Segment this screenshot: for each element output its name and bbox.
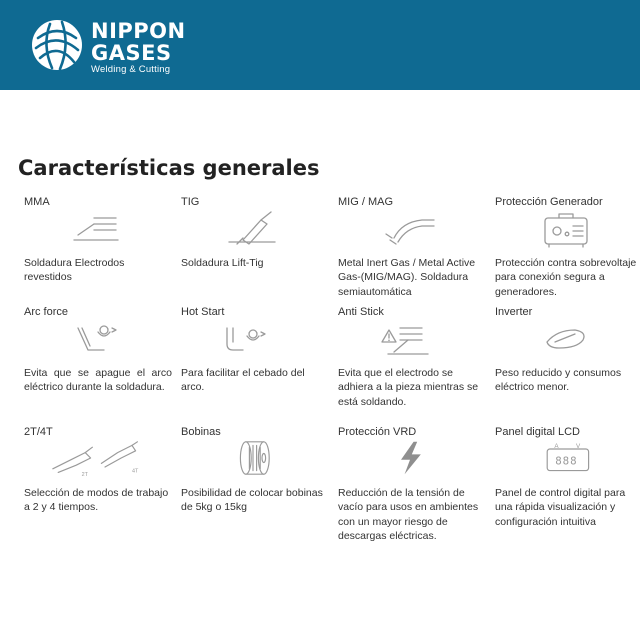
feature-description: Soldadura Lift-Tig (181, 257, 264, 269)
feature-mma (20, 196, 170, 314)
feature-proteccion-vrd (334, 426, 484, 544)
feature-description: Posibilidad de colocar bobinas de 5kg o 15kg (181, 487, 323, 514)
feature-bobinas (177, 426, 327, 544)
feature-description: Reducción de la tensión de vacío para usos en ambientes con un mayor riesgo de descargas eléctricas. (338, 487, 479, 542)
hot-start-icon (221, 320, 285, 356)
feature-mig-mag (334, 196, 484, 314)
feature-name: Anti Stick (338, 306, 384, 318)
section-title: Características generales (18, 156, 320, 180)
feature-name: MMA (24, 196, 50, 208)
feature-description: Panel de control digital para una rápida visualización y configuración intuitiva (495, 487, 626, 528)
feature-description: Protección contra sobrevoltaje para conexión segura a generadores. (495, 257, 637, 298)
tig-torch-icon (221, 210, 285, 246)
lcd-v-label: V (576, 443, 581, 451)
feature-anti-stick (334, 306, 484, 424)
feature-name: Protección Generador (495, 196, 603, 208)
trigger-2t-label: 2T (81, 472, 88, 478)
lcd-digits: 888 (555, 454, 578, 468)
inverter-icon (535, 320, 599, 356)
feature-name: 2T/4T (24, 426, 53, 438)
feature-description: Peso reducido y consumos eléctrico menor. (495, 367, 622, 394)
lcd-a-label: A (554, 443, 559, 451)
header-banner (0, 0, 640, 90)
feature-tig (177, 196, 327, 314)
mig-torch-icon (378, 210, 442, 246)
brand-name-line2: GASES (91, 41, 172, 65)
feature-panel-lcd (491, 426, 640, 544)
feature-name: Hot Start (181, 306, 225, 318)
trigger-4t-label: 4T (132, 468, 139, 475)
feature-description: Metal Inert Gas / Metal Active Gas-(MIG/MAG). Soldadura semiautomática (338, 257, 476, 298)
feature-name: TIG (181, 196, 200, 208)
arc-force-icon (64, 320, 128, 356)
anti-stick-icon (378, 320, 442, 356)
feature-2t-4t (20, 426, 170, 544)
feature-name: MIG / MAG (338, 196, 393, 208)
trigger-mode-icon (44, 440, 148, 476)
feature-hot-start (177, 306, 327, 424)
feature-arc-force (20, 306, 170, 424)
feature-name: Bobinas (181, 426, 221, 438)
wire-spool-icon (221, 440, 285, 476)
lightning-icon (378, 440, 442, 476)
feature-description: Selección de modos de trabajo a 2 y 4 tiempos. (24, 487, 169, 514)
feature-proteccion-generador (491, 196, 640, 314)
nippon-gases-logo-icon (30, 18, 84, 72)
feature-inverter (491, 306, 640, 424)
feature-description: Para facilitar el cebado del arco. (181, 367, 305, 394)
brand-name-line1: NIPPON (91, 19, 186, 43)
feature-name: Panel digital LCD (495, 426, 580, 438)
stick-electrode-icon (64, 210, 128, 246)
generator-icon (535, 210, 599, 246)
feature-description: Evita que el electrodo se adhiera a la pieza mientras se está soldando. (338, 367, 479, 408)
feature-name: Inverter (495, 306, 533, 318)
feature-description: Evita que se apague el arco eléctrico durante la soldadura. (24, 367, 172, 394)
lcd-panel-icon (535, 440, 599, 476)
brand-tagline: Welding & Cutting (91, 64, 171, 75)
feature-name: Arc force (24, 306, 69, 318)
feature-description: Soldadura Electrodos revestidos (24, 257, 125, 284)
feature-name: Protección VRD (338, 426, 417, 438)
